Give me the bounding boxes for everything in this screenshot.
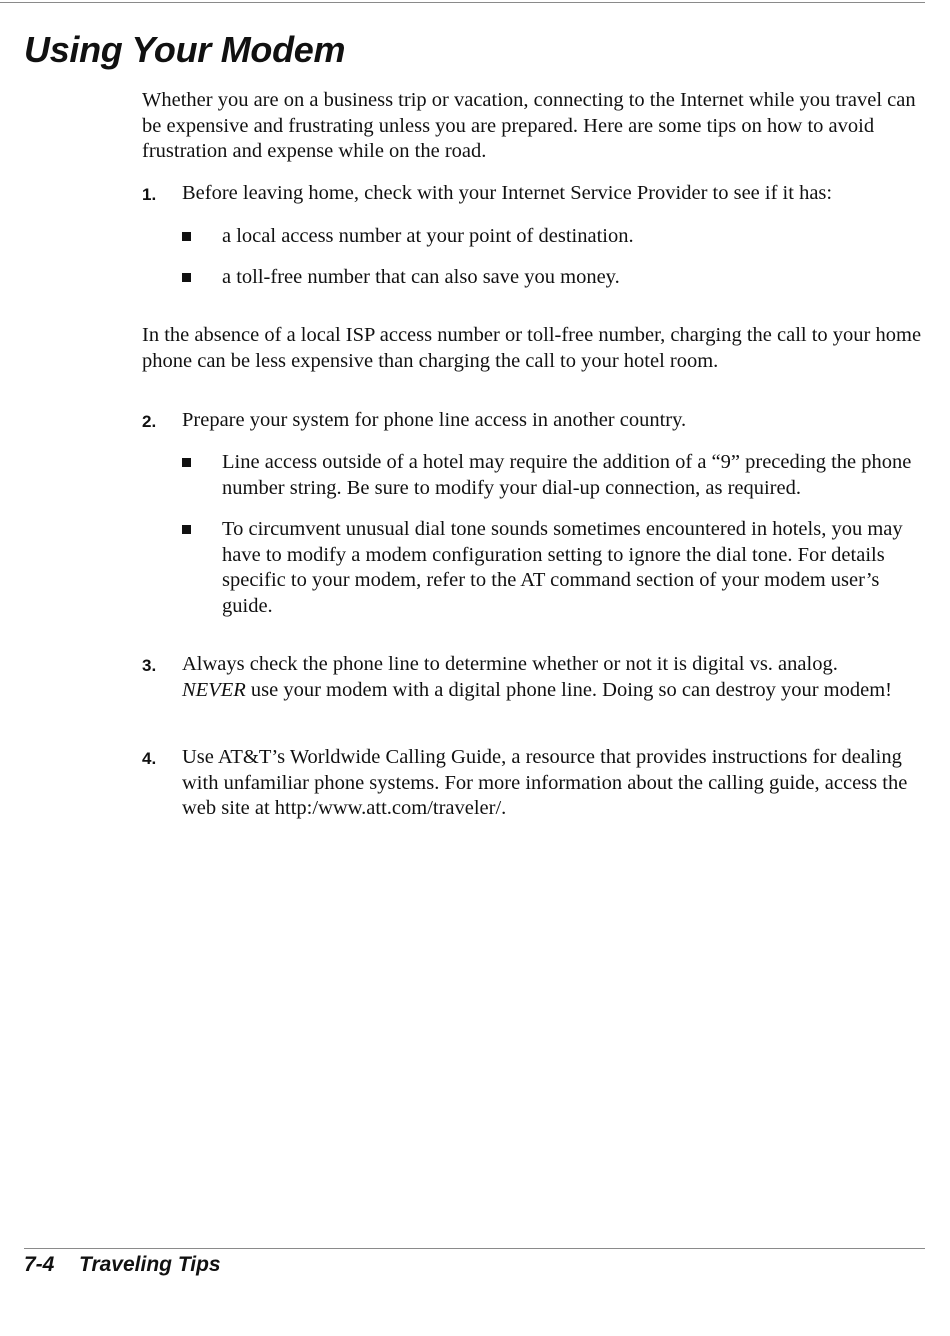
bullet-item	[182, 265, 924, 291]
isp-note-paragraph: In the absence of a local ISP access number or toll-free number, charging the call to your home phone can be less expensive than charging the call to your hotel room.	[142, 324, 922, 372]
bullet-text: a local access number at your point of destination.	[222, 225, 634, 247]
square-bullet-icon	[182, 232, 191, 241]
step-2	[142, 408, 924, 434]
step-text: Before leaving home, check with your Internet Service Provider to see if it has:	[182, 182, 833, 204]
bottom-rule	[24, 1248, 925, 1249]
bullet-item	[182, 224, 924, 250]
bullet-item	[182, 517, 924, 620]
step-4	[142, 745, 924, 822]
square-bullet-icon	[182, 273, 191, 282]
bullet-item	[182, 450, 924, 501]
step-text-rest: use your modem with a digital phone line. Doing so can destroy your modem!	[250, 678, 892, 701]
step-number: 2.	[142, 412, 157, 431]
step-1	[142, 181, 924, 207]
step-number: 1.	[142, 185, 157, 204]
step-text: Prepare your system for phone line access in another country.	[182, 409, 687, 431]
step-number: 4.	[142, 749, 157, 768]
bullet-text: To circumvent unusual dial tone sounds sometimes encountered in hotels, you may have to modify a modem configuration setting to ignore the dial tone. For details specific to your modem, refer to the AT command section of your modem user’s guide.	[222, 518, 903, 618]
top-rule	[0, 2, 925, 3]
step-text: Use AT&T’s Worldwide Calling Guide, a resource that provides instructions for dealing with unfamiliar phone systems. For more information about the calling guide, access the web site at http:/www.att.com/traveler/.	[182, 746, 908, 820]
bullet-text: Line access outside of a hotel may require the addition of a “9” preceding the phone number string. Be sure to modify your dial-up connection, as required.	[222, 451, 912, 499]
bullet-text: a toll-free number that can also save you money.	[222, 266, 620, 288]
step-text	[182, 652, 924, 703]
footer-section-title: Traveling Tips	[79, 1253, 221, 1276]
step-text-lead: Always check the phone line to determine whether or not it is digital vs. analog.	[182, 653, 838, 675]
square-bullet-icon	[182, 458, 191, 467]
square-bullet-icon	[182, 525, 191, 534]
page-footer	[24, 1251, 221, 1279]
step-number: 3.	[142, 656, 157, 675]
never-emphasis: NEVER	[182, 678, 246, 701]
footer-page-number: 7-4	[24, 1253, 55, 1276]
page-title: Using Your Modem	[24, 29, 346, 70]
step-3	[142, 652, 924, 703]
intro-paragraph: Whether you are on a business trip or vacation, connecting to the Internet while you travel can be expensive and frustrating unless you are prepared. Here are some tips on how to avoid frustration and expense while on the road.	[142, 89, 916, 163]
